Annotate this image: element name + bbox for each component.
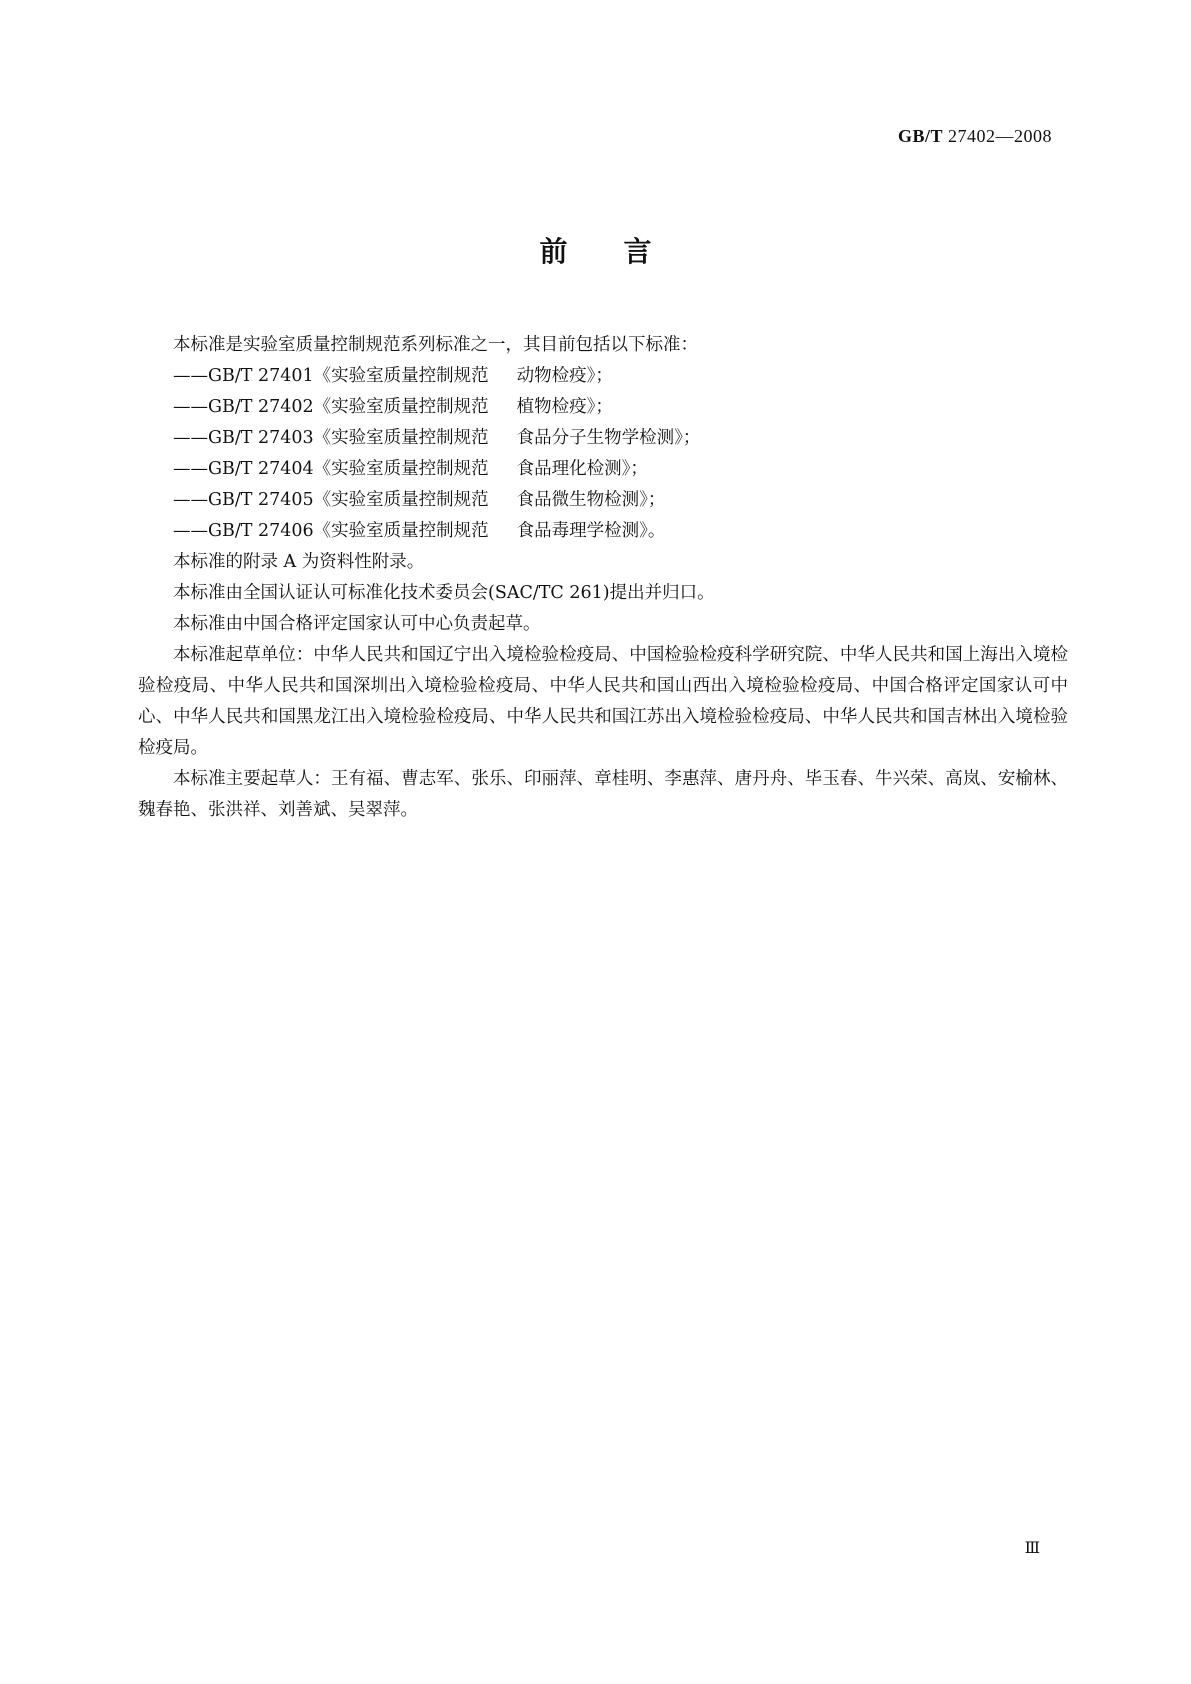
drafters-paragraph: 本标准主要起草人：王有福、曹志军、张乐、印丽萍、章桂明、李惠萍、唐丹舟、毕玉春、牛兴荣、高岚、安榆林、魏春艳、张洪祥、刘善斌、吴翠萍。 (138, 769, 1068, 820)
standard-header (898, 126, 1052, 147)
standard-list-item (138, 454, 1068, 485)
standard-list-item (138, 423, 1068, 454)
standard-list-item-prefix: ——GB/T 27401《实验室质量控制规范 (173, 366, 489, 386)
standard-list-item-prefix: ——GB/T 27403《实验室质量控制规范 (173, 428, 489, 448)
standard-number: 27402—2008 (948, 126, 1052, 146)
standard-list-item-topic: 食品微生物检测》； (516, 490, 666, 510)
standard-list-item-prefix: ——GB/T 27405《实验室质量控制规范 (173, 490, 489, 510)
drafting-units-paragraph: 本标准起草单位：中华人民共和国辽宁出入境检验检疫局、中国检验检疫科学研究院、中华人民共和国上海出入境检验检疫局、中华人民共和国深圳出入境检验检疫局、中华人民共和国山西出入境检验检疫局、中国合格评定国家认可中心、中华人民共和国黑龙江出入境检验检疫局、中华人民共和国江苏出入境检验检疫局、中华人民共和国吉林出入境检验检疫局。 (138, 645, 1068, 758)
appendix-note: 本标准的附录 A 为资料性附录。 (173, 552, 425, 572)
standard-code: GB/T (897, 126, 943, 146)
document-body (138, 330, 1068, 826)
standard-list-item-prefix: ——GB/T 27402《实验室质量控制规范 (173, 397, 489, 417)
standard-list-item-topic: 食品毒理学检测》。 (516, 521, 666, 541)
page-title: 前言 (539, 235, 708, 268)
intro-paragraph: 本标准是实验室质量控制规范系列标准之一，其目前包括以下标准： (173, 335, 698, 355)
standard-list-item-prefix: ——GB/T 27406《实验室质量控制规范 (173, 521, 489, 541)
drafting-org-note: 本标准由中国合格评定国家认可中心负责起草。 (173, 614, 541, 634)
standard-list-item (138, 516, 1068, 547)
standard-list-item-topic: 动物检疫》； (516, 366, 613, 386)
proposer-note: 本标准由全国认证认可标准化技术委员会(SAC/TC 261)提出并归口。 (173, 583, 715, 603)
page-number: Ⅲ (1024, 1540, 1040, 1557)
standard-list-item-topic: 食品分子生物学检测》； (516, 428, 701, 448)
standard-list-item (138, 392, 1068, 423)
standard-list-item-prefix: ——GB/T 27404《实验室质量控制规范 (173, 459, 489, 479)
standard-list-item-topic: 植物检疫》； (516, 397, 613, 417)
standard-list-item-topic: 食品理化检测》； (516, 459, 648, 479)
standard-list-item (138, 361, 1068, 392)
standard-list-item (138, 485, 1068, 516)
